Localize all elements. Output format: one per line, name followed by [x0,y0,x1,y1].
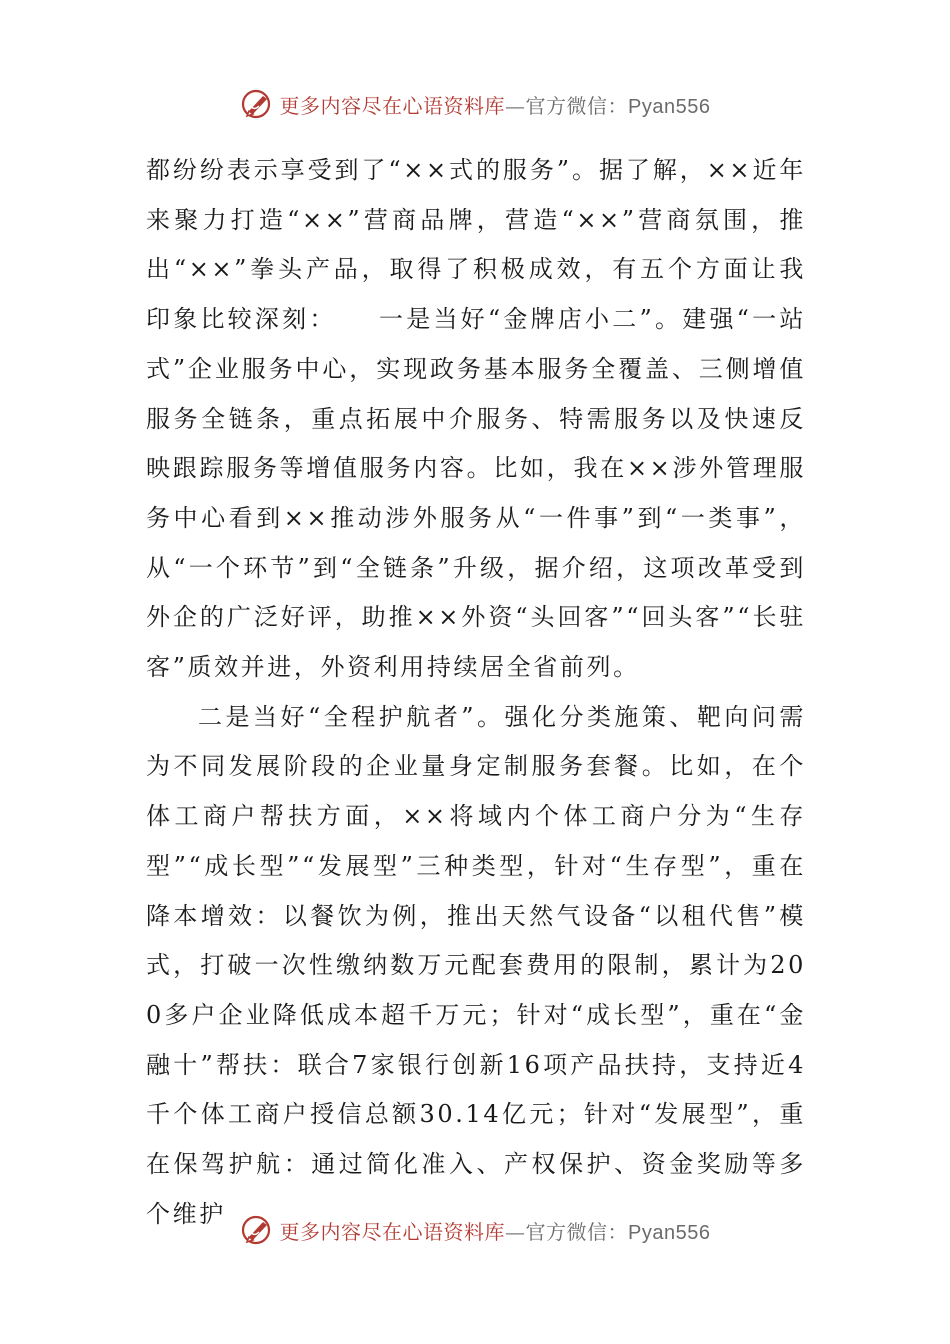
watermark-main: 更多内容尽在心语资料库 [279,93,506,118]
watermark-account-label: 官方微信： [525,1219,629,1244]
watermark-account-id: Pyan556 [628,95,711,118]
watermark-account-id: Pyan556 [628,1221,711,1244]
watermark-text [280,1216,711,1245]
watermark-dash: — [505,93,526,118]
watermark-footer [0,1210,950,1250]
watermark-account-label: 官方微信： [525,93,629,118]
watermark-text [280,90,711,119]
watermark-header [0,84,950,124]
body-paragraph-2: 二是当好“全程护航者”。强化分类施策、靶向问需为不同发展阶段的企业量身定制服务套餐。比如，在个体工商户帮扶方面，××将域内个体工商户分为“生存型”“成长型”“发展型”三种类型，针对“生存型”，重在降本增效：以餐饮为例，推出天然气设备“以租代售”模式，打破一次性缴纳数万元配套费用的限制，累计为200多户企业降低成本超千万元；针对“成长型”，重在“金融十”帮扶：联合7家银行创新16项产品扶持，支持近4千个体工商户授信总额30.14亿元；针对“发展型”，重在保驾护航：通过简化准入、产权保护、资金奖励等多个维护 [146,702,806,1228]
body-paragraph-1: 都纷纷表示享受到了“××式的服务”。据了解，××近年来聚力打造“××”营商品牌，营造“××”营商氛围，推出“××”拳头产品，取得了积极成效，有五个方面让我印象比较深刻： 一是当好“金牌店小二”。建强“一站式”企业服务中心，实现政务基本服务全覆盖、三侧增值服务全链条，重点拓展中介服务、特需服务以及快速反映跟踪服务等增值服务内容。比如，我在××涉外管理服务中心看到××推动涉外服务从“一件事”到“一类事”，从“一个环节”到“全链条”升级，据介绍，这项改革受到外企的广泛好评，助推××外资“头回客”“回头客”“长驻客”质效并进，外资利用持续居全省前列。 [146,156,806,682]
watermark-dash: — [505,1219,526,1244]
watermark-main: 更多内容尽在心语资料库 [279,1219,506,1244]
pen-logo-icon [240,87,274,121]
pen-logo-icon [240,1213,274,1247]
document-body [146,146,806,1239]
